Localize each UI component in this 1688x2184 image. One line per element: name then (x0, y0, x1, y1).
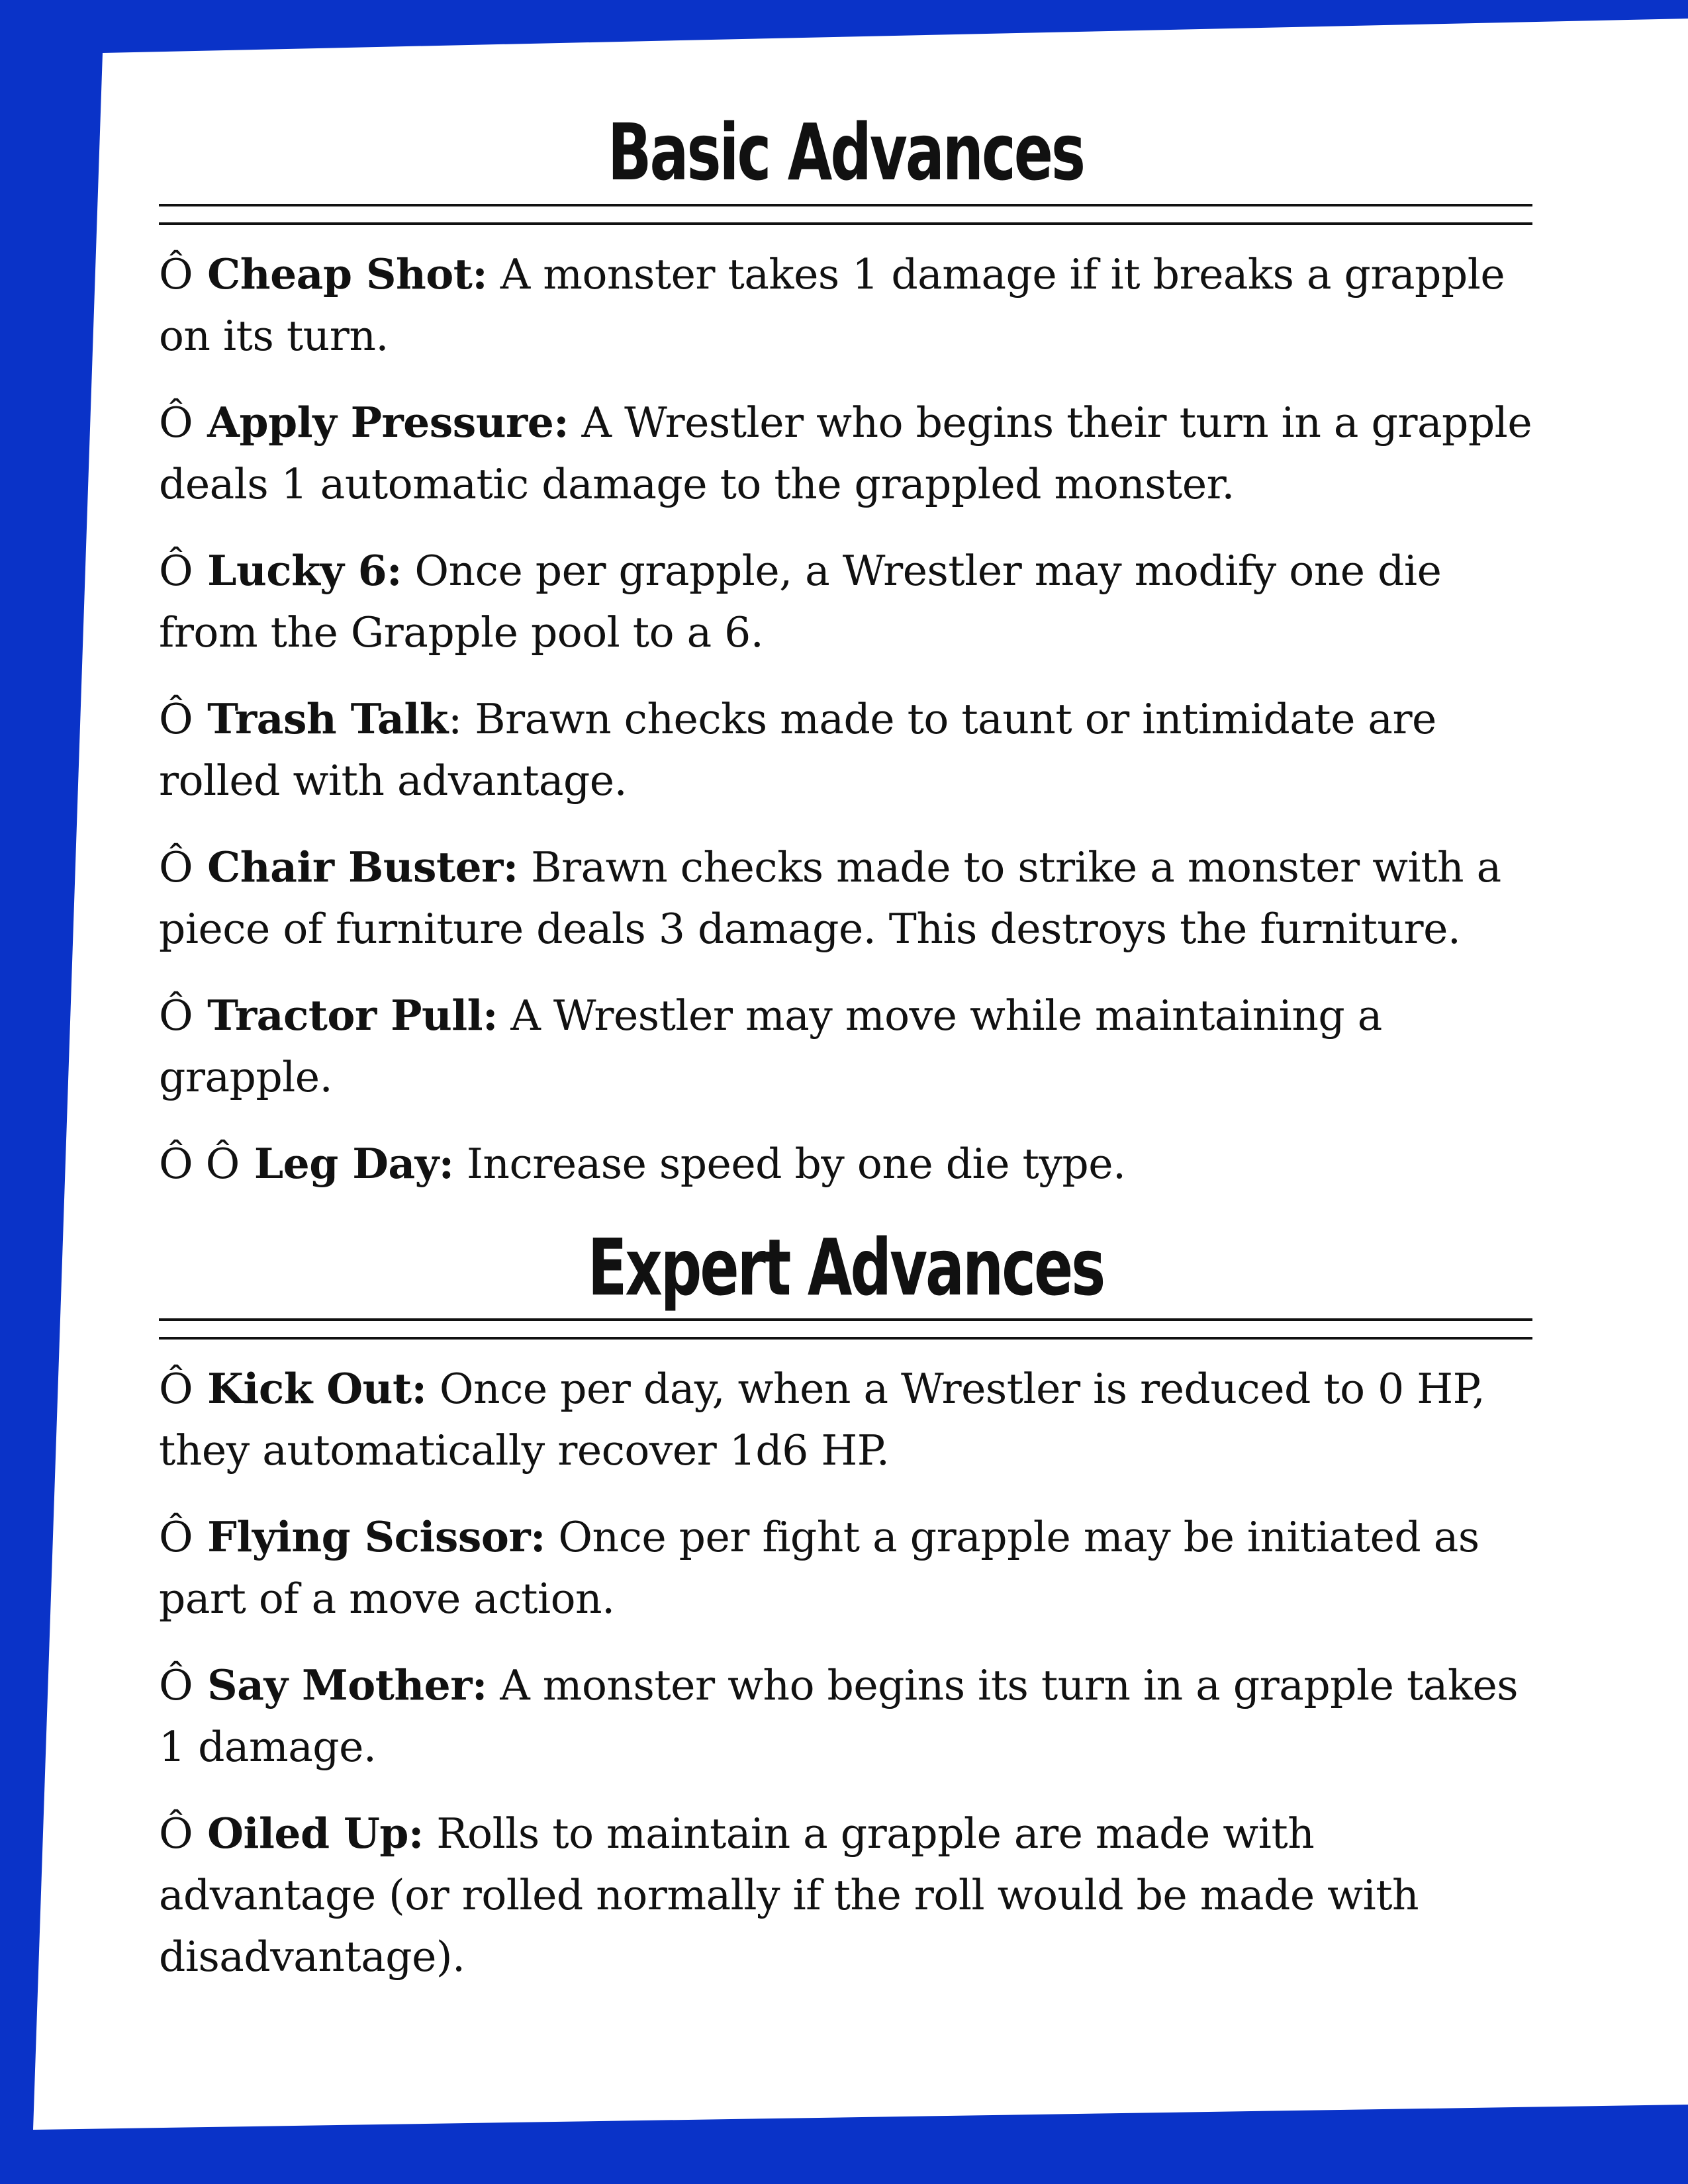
advance-lucky-6 (159, 540, 1532, 663)
advance-description: Once per day, when a Wrestler is reduced to 0 HP, they automatically recover 1d6 HP. (159, 1365, 1485, 1475)
checkbox-icon[interactable]: Ô (159, 1513, 193, 1562)
advance-name: Leg Day: (254, 1138, 454, 1188)
advance-flying-scissor (159, 1506, 1532, 1629)
advance-name: Lucky 6: (207, 545, 402, 595)
advance-name: Kick Out: (207, 1364, 427, 1414)
advance-description: A monster who begins its turn in a grapple takes 1 damage. (159, 1661, 1519, 1772)
checkbox-icon[interactable]: Ô (159, 991, 193, 1040)
advance-trash-talk (159, 688, 1532, 811)
expert-advances-list (159, 1358, 1532, 1987)
advance-description: A monster takes 1 damage if it breaks a grapple on its turn. (159, 250, 1505, 360)
title-divider (159, 1318, 1532, 1340)
basic-advances-title: Basic Advances (607, 107, 1084, 198)
checkbox-icon[interactable]: Ô (159, 694, 193, 743)
advance-tractor-pull (159, 985, 1532, 1108)
advance-description: Rolls to maintain a grapple are made with advantage (or rolled normally if the roll would be made with disadvantage). (159, 1809, 1419, 1981)
title-divider (159, 204, 1532, 225)
advance-name: Apply Pressure: (207, 397, 569, 447)
advance-cheap-shot (159, 244, 1532, 367)
checkbox-icon[interactable]: Ô (159, 1365, 193, 1414)
checkbox-icon[interactable]: Ô (159, 250, 193, 298)
checkbox-icon[interactable]: Ô (159, 398, 193, 447)
checkbox-icon[interactable]: Ô (159, 842, 193, 891)
advance-description: Brawn checks made to strike a monster with a piece of furniture deals 3 damage. This destroys the furniture. (159, 842, 1501, 953)
advance-name: Oiled Up: (207, 1809, 424, 1858)
advance-description: : Brawn checks made to taunt or intimidate are rolled with advantage. (159, 694, 1436, 805)
checkbox-icon[interactable]: Ô (159, 546, 193, 595)
advance-kick-out (159, 1358, 1532, 1481)
advance-name: Chair Buster: (207, 842, 518, 891)
advance-description: A Wrestler who begins their turn in a grapple deals 1 automatic damage to the grappled monster. (159, 398, 1532, 508)
checkbox-pair-icon[interactable]: Ô Ô (159, 1139, 240, 1188)
checkbox-icon[interactable]: Ô (159, 1809, 193, 1858)
advance-name: Trash Talk (207, 694, 448, 743)
advance-name: Cheap Shot: (207, 249, 488, 298)
advance-oiled-up (159, 1803, 1532, 1987)
advance-description: Once per grapple, a Wrestler may modify one die from the Grapple pool to a 6. (159, 546, 1442, 657)
advance-apply-pressure (159, 392, 1532, 515)
advance-say-mother (159, 1655, 1532, 1778)
advance-description: Increase speed by one die type. (453, 1139, 1126, 1188)
advance-description: A Wrestler may move while maintaining a grapple. (159, 991, 1382, 1101)
advance-name: Tractor Pull: (207, 990, 498, 1040)
checkbox-icon[interactable]: Ô (159, 1661, 193, 1710)
expert-advances-title: Expert Advances (587, 1221, 1104, 1313)
advance-leg-day (159, 1133, 1532, 1195)
advance-description: Once per fight a grapple may be initiated as part of a move action. (159, 1513, 1479, 1623)
advance-name: Flying Scissor: (207, 1512, 545, 1562)
basic-advances-list (159, 244, 1532, 1195)
advance-chair-buster (159, 837, 1532, 960)
advances-page (159, 106, 1532, 2013)
advance-name: Say Mother: (207, 1661, 487, 1710)
